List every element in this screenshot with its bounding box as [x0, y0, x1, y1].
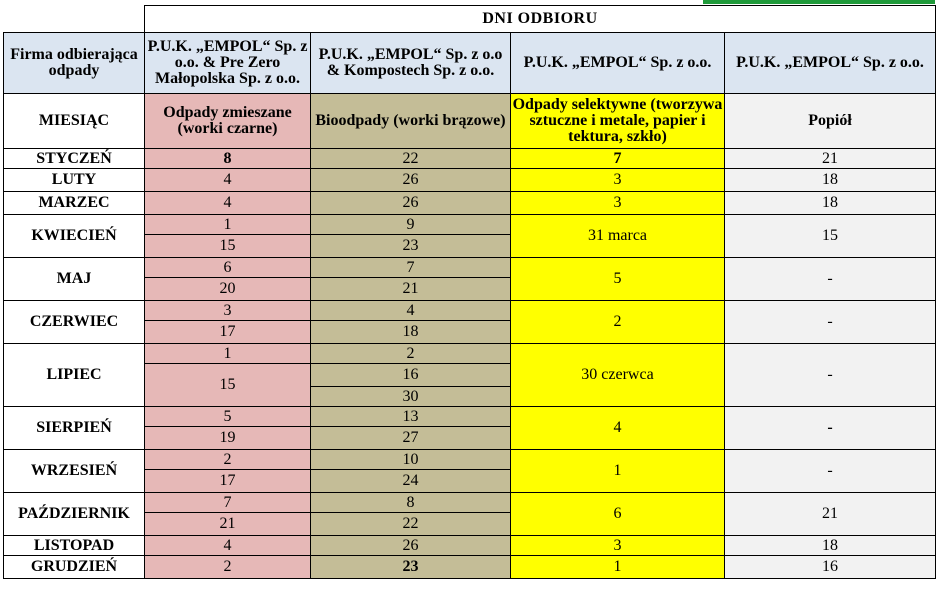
collection-schedule-table	[3, 5, 936, 579]
waste-type-bio: Bioodpady (worki brązowe)	[311, 94, 511, 149]
waste-type-mixed: Odpady zmieszane (worki czarne)	[145, 94, 311, 149]
bio-date: 21	[311, 278, 511, 301]
selective-date: 2	[511, 301, 725, 344]
month-name: MARZEC	[4, 192, 145, 215]
bio-date: 24	[311, 470, 511, 493]
month-name: SIERPIEŃ	[4, 407, 145, 450]
month-row	[4, 344, 936, 364]
mixed-date: 4	[145, 192, 311, 215]
month-row	[4, 301, 936, 321]
bio-date: 27	[311, 427, 511, 450]
bio-date: 2	[311, 344, 511, 364]
bio-date: 22	[311, 513, 511, 536]
table-title: DNI ODBIORU	[145, 6, 936, 33]
bio-date: 26	[311, 536, 511, 556]
bio-date: 26	[311, 192, 511, 215]
ash-date: -	[725, 301, 936, 344]
month-name: MAJ	[4, 258, 145, 301]
mixed-date: 2	[145, 556, 311, 579]
mixed-date: 21	[145, 513, 311, 536]
month-label: MIESIĄC	[4, 94, 145, 149]
ash-date: -	[725, 258, 936, 301]
mixed-date: 8	[145, 149, 311, 169]
ash-date: -	[725, 450, 936, 493]
mixed-date: 1	[145, 344, 311, 364]
bio-date: 13	[311, 407, 511, 427]
mixed-date: 5	[145, 407, 311, 427]
bio-date: 26	[311, 169, 511, 192]
corner-cell	[4, 6, 145, 33]
firm-label: Firma odbierająca odpady	[4, 33, 145, 94]
waste-type-selective: Odpady selektywne (tworzywa sztuczne i metale, papier i tektura, szkło)	[511, 94, 725, 149]
bio-date: 9	[311, 215, 511, 235]
selective-date: 4	[511, 407, 725, 450]
selective-date: 30 czerwca	[511, 344, 725, 407]
selective-date: 1	[511, 450, 725, 493]
month-name: WRZESIEŃ	[4, 450, 145, 493]
mixed-date: 15	[145, 364, 311, 407]
month-row	[4, 149, 936, 169]
bio-date: 8	[311, 493, 511, 513]
company-selective: P.U.K. „EMPOL“ Sp. z o.o.	[511, 33, 725, 94]
bio-date: 4	[311, 301, 511, 321]
title-row	[4, 6, 936, 33]
bio-date: 18	[311, 321, 511, 344]
company-mixed: P.U.K. „EMPOL“ Sp. z o.o. & Pre Zero Małopolska Sp. z o.o.	[145, 33, 311, 94]
month-row	[4, 493, 936, 513]
ash-date: 21	[725, 149, 936, 169]
month-name: LUTY	[4, 169, 145, 192]
ash-date: -	[725, 344, 936, 407]
ash-date: 18	[725, 536, 936, 556]
mixed-date: 15	[145, 235, 311, 258]
bio-date: 16	[311, 364, 511, 387]
selective-date: 1	[511, 556, 725, 579]
month-row	[4, 215, 936, 235]
mixed-date: 7	[145, 493, 311, 513]
mixed-date: 6	[145, 258, 311, 278]
company-row	[4, 33, 936, 94]
month-row	[4, 450, 936, 470]
ash-date: 21	[725, 493, 936, 536]
selective-date: 6	[511, 493, 725, 536]
selective-date: 3	[511, 192, 725, 215]
selective-date: 31 marca	[511, 215, 725, 258]
month-name: LISTOPAD	[4, 536, 145, 556]
mixed-date: 4	[145, 536, 311, 556]
month-row	[4, 536, 936, 556]
mixed-date: 3	[145, 301, 311, 321]
mixed-date: 17	[145, 470, 311, 493]
top-accent-bar	[703, 0, 935, 4]
mixed-date: 2	[145, 450, 311, 470]
month-row	[4, 258, 936, 278]
ash-date: 15	[725, 215, 936, 258]
mixed-date: 20	[145, 278, 311, 301]
bio-date: 22	[311, 149, 511, 169]
bio-date: 30	[311, 387, 511, 407]
ash-date: -	[725, 407, 936, 450]
month-row	[4, 407, 936, 427]
month-name: GRUDZIEŃ	[4, 556, 145, 579]
waste-type-row	[4, 94, 936, 149]
company-bio: P.U.K. „EMPOL“ Sp. z o.o & Kompostech Sp. z o.o.	[311, 33, 511, 94]
bio-date: 10	[311, 450, 511, 470]
selective-date: 7	[511, 149, 725, 169]
selective-date: 5	[511, 258, 725, 301]
company-ash: P.U.K. „EMPOL“ Sp. z o.o.	[725, 33, 936, 94]
ash-date: 16	[725, 556, 936, 579]
bio-date: 23	[311, 235, 511, 258]
mixed-date: 19	[145, 427, 311, 450]
selective-date: 3	[511, 536, 725, 556]
month-name: PAŹDZIERNIK	[4, 493, 145, 536]
month-row	[4, 192, 936, 215]
month-name: STYCZEŃ	[4, 149, 145, 169]
month-row	[4, 556, 936, 579]
mixed-date: 4	[145, 169, 311, 192]
selective-date: 3	[511, 169, 725, 192]
bio-date: 23	[311, 556, 511, 579]
mixed-date: 17	[145, 321, 311, 344]
ash-date: 18	[725, 169, 936, 192]
month-name: KWIECIEŃ	[4, 215, 145, 258]
mixed-date: 1	[145, 215, 311, 235]
month-row	[4, 169, 936, 192]
month-name: LIPIEC	[4, 344, 145, 407]
bio-date: 7	[311, 258, 511, 278]
waste-type-ash: Popiół	[725, 94, 936, 149]
month-name: CZERWIEC	[4, 301, 145, 344]
ash-date: 18	[725, 192, 936, 215]
